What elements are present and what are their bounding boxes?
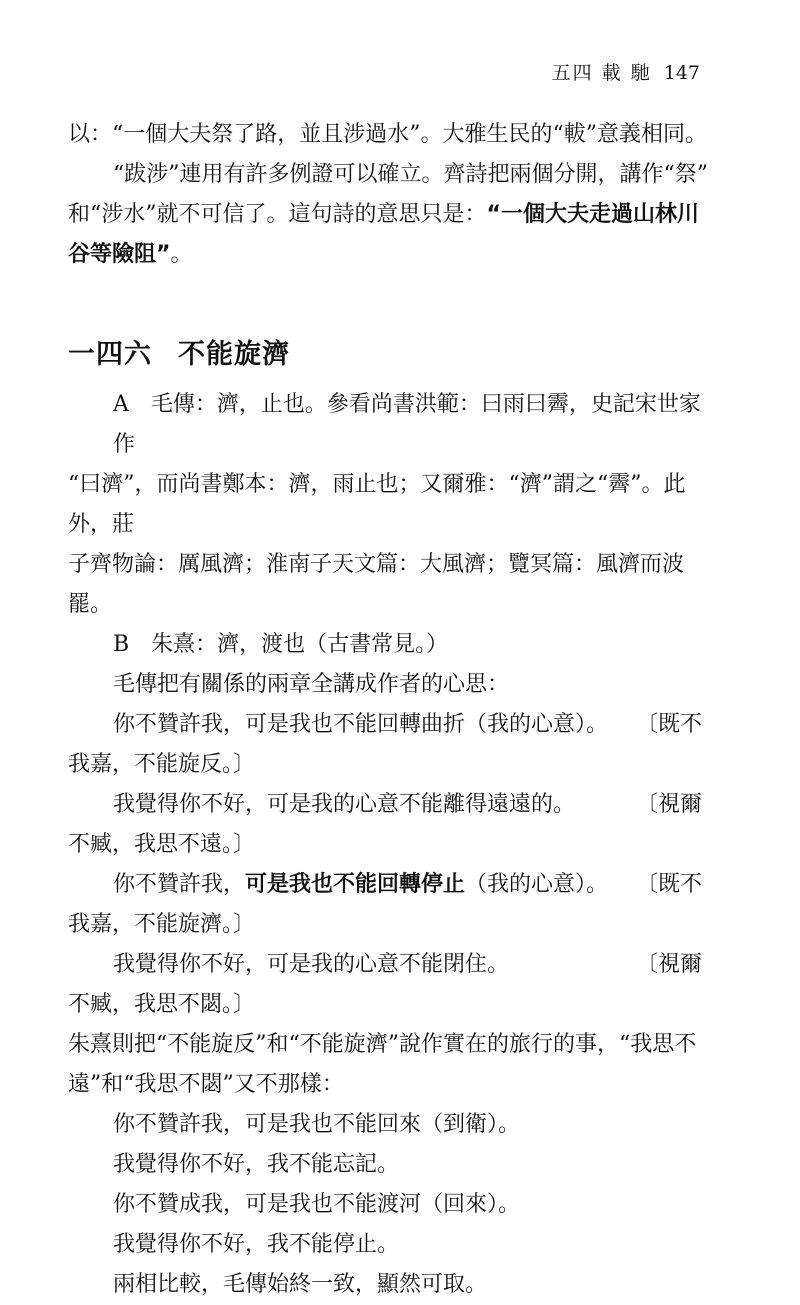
section-number: 一四六 (68, 339, 152, 370)
quote-source-continued: 我嘉，不能旋反。〕 (68, 752, 256, 777)
quote-text: 你不贊許我，可是我也不能回轉曲折（我的心意）。 (113, 712, 609, 737)
text-line: 毛傳把有關係的兩章全講成作者的心思： (113, 672, 510, 697)
top-paragraph (68, 115, 708, 275)
text-span: （我的心意）。 (465, 872, 609, 897)
quote-source: 〔視爾 (635, 952, 702, 977)
quote-line (68, 865, 708, 905)
text-span: 和“涉水”就不可信了。這句詩的意思只是： (68, 202, 487, 227)
text-line: “跋涉”連用有許多例證可以確立。齊詩把兩個分開，講作“祭” (113, 162, 708, 187)
text-line: 以：“一個大夫祭了路，並且涉過水”。大雅生民的“軷”意義相同。 (68, 122, 707, 147)
quote-source-continued: 不臧，我思不閟。〕 (68, 992, 256, 1017)
text-line: 你不贊成我，可是我也不能渡河（回來）。 (113, 1192, 521, 1217)
emphasis-text: “一個大夫走過山林川 (486, 202, 699, 227)
page-number: 147 (663, 62, 700, 84)
emphasis-text: 谷等險阻” (68, 242, 171, 267)
running-header (552, 58, 700, 85)
emphasis-text: 可是我也不能回轉停止 (245, 872, 466, 897)
running-title: 五四 載 馳 (551, 62, 652, 84)
quote-line (68, 785, 708, 825)
quote-text (113, 865, 608, 905)
quote-source-continued: 我嘉，不能旋濟。〕 (68, 912, 256, 937)
quote-source: 〔視爾 (635, 792, 702, 817)
text-line: A 毛傳：濟，止也。參看尚書洪範：曰雨曰霽，史記宋世家作 (113, 392, 701, 457)
text-line: 我覺得你不好，我不能忘記。 (113, 1152, 400, 1177)
text-line: 子齊物論：厲風濟；淮南子天文篇：大風濟；覽冥篇：風濟而波罷。 (68, 552, 685, 617)
text-line: B 朱熹：濟，渡也（古書常見。） (113, 632, 449, 657)
text-line (68, 235, 708, 275)
quote-line (68, 705, 708, 745)
text-line: 我覺得你不好，我不能停止。 (113, 1232, 400, 1257)
text-line: “曰濟”，而尚書鄭本：濟，雨止也；又爾雅：“濟”謂之“霽”。此外，莊 (68, 472, 686, 537)
text-line: 遠”和“我思不閟”又不那樣： (68, 1072, 344, 1097)
section-body (68, 385, 708, 1305)
text-line (68, 195, 708, 235)
quote-text: 我覺得你不好，可是我的心意不能閉住。 (113, 952, 510, 977)
section-title: 不能旋濟 (178, 339, 290, 370)
text-span: 你不贊許我， (113, 872, 246, 897)
quote-text: 我覺得你不好，可是我的心意不能離得遠遠的。 (113, 792, 576, 817)
text-line: 你不贊許我，可是我也不能回來（到衛）。 (113, 1112, 521, 1137)
quote-line (68, 945, 708, 985)
text-line: 兩相比較，毛傳始終一致，顯然可取。 (113, 1272, 488, 1297)
quote-source-continued: 不臧，我思不遠。〕 (68, 832, 256, 857)
text-span: 。 (170, 242, 193, 267)
section-heading (68, 332, 290, 371)
text-line: 朱熹則把“不能旋反”和“不能旋濟”說作實在的旅行的事，“我思不 (68, 1032, 697, 1057)
quote-source: 〔既不 (635, 872, 702, 897)
quote-source: 〔既不 (635, 712, 702, 737)
